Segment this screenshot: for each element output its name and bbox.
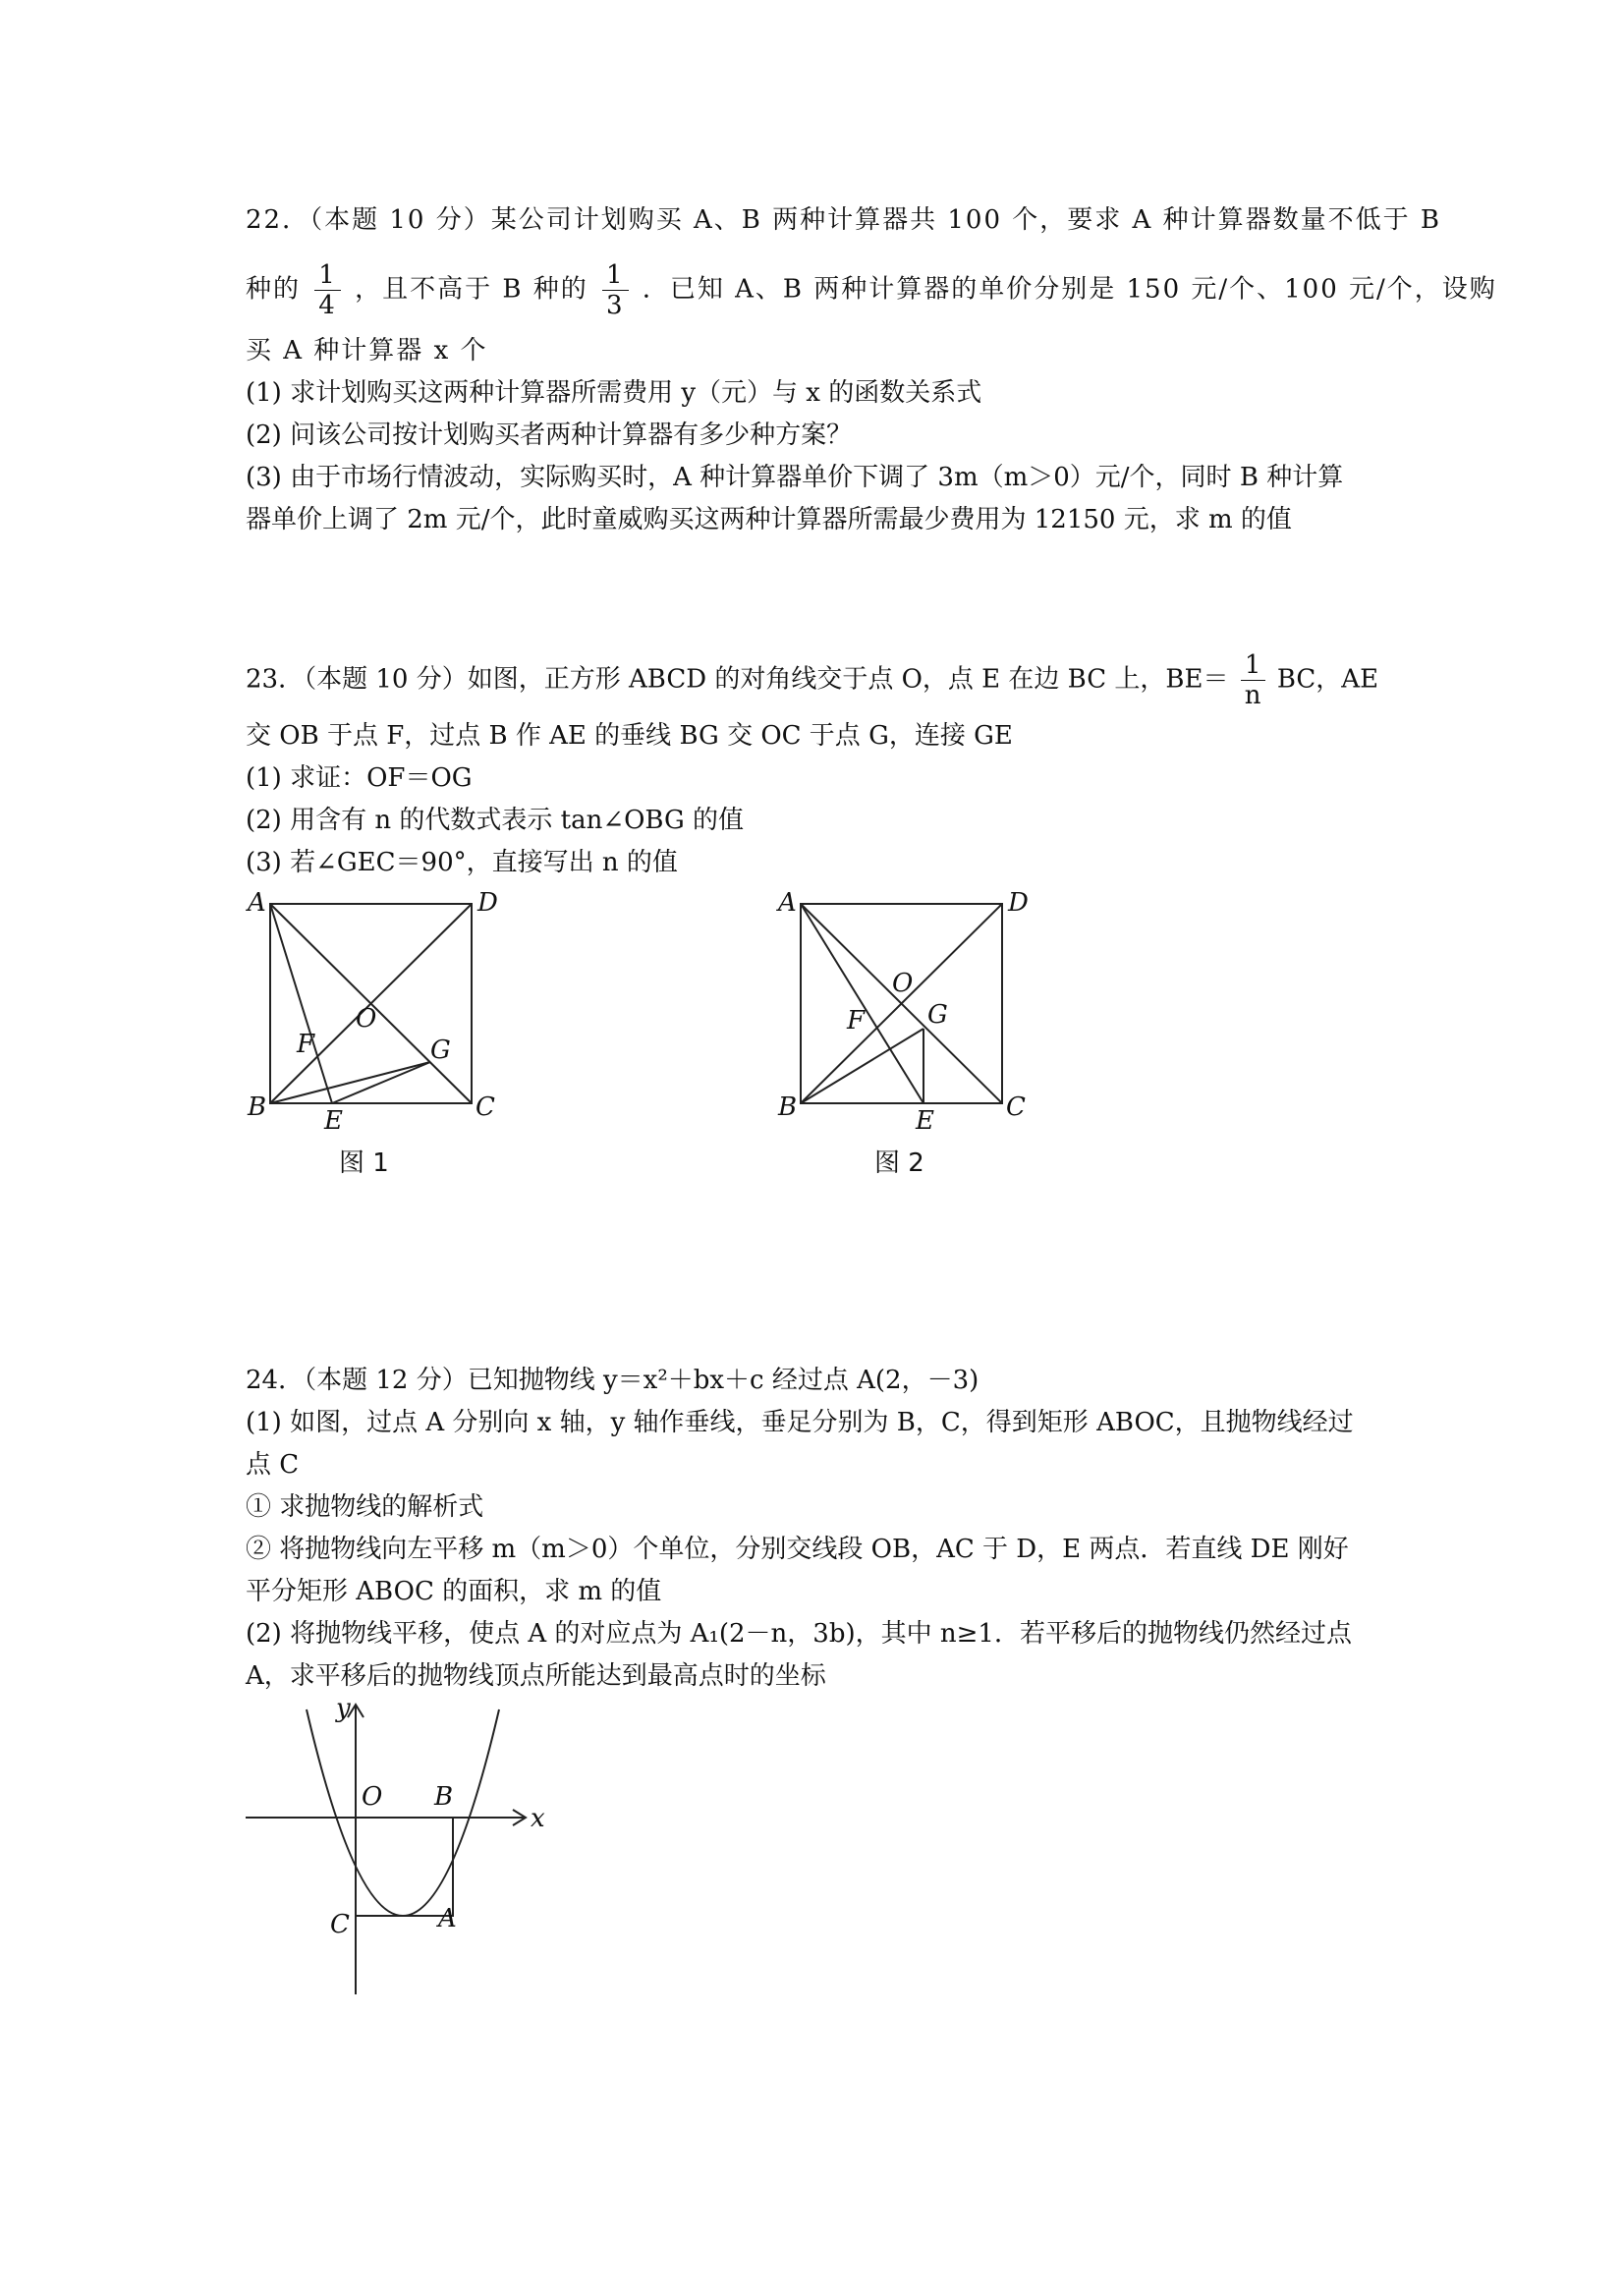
q23-part-2: (2) 用含有 n 的代数式表示 tan∠OBG 的值 xyxy=(246,806,745,835)
q22-part-1: (1) 求计划购买这两种计算器所需费用 y（元）与 x 的函数关系式 xyxy=(246,378,982,408)
q22-line-2 xyxy=(246,260,1497,320)
q23-part-1: (1) 求证：OF＝OG xyxy=(246,763,473,793)
q24-part-2a: (2) 将抛物线平移，使点 A 的对应点为 A₁(2－n，3b)，其中 n≥1．若平移后的抛物线仍然经过点 xyxy=(246,1619,1352,1649)
q24-sub-1: ① 求抛物线的解析式 xyxy=(246,1492,484,1522)
label-origin: O xyxy=(362,1782,383,1812)
q24-sub-2b: 平分矩形 ABOC 的面积，求 m 的值 xyxy=(246,1577,662,1606)
figure-1-square xyxy=(246,889,501,1130)
fraction-one-quarter: $\frac{1}{4}$ xyxy=(314,260,341,320)
segment-ae-2 xyxy=(801,904,923,1103)
q24-part-1b: 点 C xyxy=(246,1450,300,1480)
q22-line-1: 22．（本题 10 分）某公司计划购买 A、B 两种计算器共 100 个，要求 A 种计算器数量不低于 B xyxy=(246,205,1441,235)
segment-bg xyxy=(270,1062,430,1103)
label-point-b: B xyxy=(434,1782,454,1812)
label-point-a: A xyxy=(438,1904,457,1933)
label-F-2: F xyxy=(847,1006,866,1036)
q23-line-1b: BC，AE xyxy=(1276,664,1379,695)
figure-2-caption: 图 2 xyxy=(874,1148,924,1178)
figure-parabola xyxy=(246,1695,550,1999)
q22-part-3a: (3) 由于市场行情波动，实际购买时，A 种计算器单价下调了 3m（m＞0）元/个，同时 B 种计算 xyxy=(246,463,1344,492)
label-D: D xyxy=(477,889,498,918)
label-C: C xyxy=(476,1092,495,1122)
fraction-one-third: $\frac{1}{3}$ xyxy=(602,260,629,320)
label-B: B xyxy=(248,1092,267,1122)
q24-line-1: 24．（本题 12 分）已知抛物线 y＝x²＋bx＋c 经过点 A(2，－3) xyxy=(246,1366,979,1395)
label-A-2: A xyxy=(778,889,797,918)
q22-line-2c: ．已知 A、B 两种计算器的单价分别是 150 元/个、100 元/个，设购 xyxy=(642,274,1497,305)
label-G-2: G xyxy=(927,1000,948,1030)
fraction-one-over-n: $\frac{1}{n}$ xyxy=(1241,650,1265,710)
q23-part-3: (3) 若∠GEC＝90°，直接写出 n 的值 xyxy=(246,848,678,877)
q24-part-2b: A，求平移后的抛物线顶点所能达到最高点时的坐标 xyxy=(246,1661,826,1691)
rectangle-aboc xyxy=(356,1818,453,1916)
q24-part-1a: (1) 如图，过点 A 分别向 x 轴，y 轴作垂线，垂足分别为 B，C，得到矩形 ABOC，且抛物线经过 xyxy=(246,1408,1354,1437)
q22-part-3b: 器单价上调了 2m 元/个，此时童威购买这两种计算器所需最少费用为 12150 元，求 m 的值 xyxy=(246,505,1292,534)
label-E-2: E xyxy=(916,1106,934,1130)
figure-1-caption: 图 1 xyxy=(339,1148,389,1178)
q23-line-2: 交 OB 于点 F，过点 B 作 AE 的垂线 BG 交 OC 于点 G，连接 GE xyxy=(246,721,1013,751)
label-x: x xyxy=(531,1804,545,1833)
label-point-c: C xyxy=(330,1910,350,1939)
parabola-curve xyxy=(307,1709,499,1916)
label-A: A xyxy=(248,889,266,918)
figure-2-square xyxy=(776,889,1032,1130)
label-O-2: O xyxy=(892,969,914,998)
label-F: F xyxy=(297,1030,315,1059)
label-G: G xyxy=(430,1036,451,1065)
segment-bg-2 xyxy=(801,1029,923,1103)
label-D-2: D xyxy=(1008,889,1029,918)
label-y: y xyxy=(336,1695,351,1723)
q23-line-1a: 23．（本题 10 分）如图，正方形 ABCD 的对角线交于点 O，点 E 在边 BC 上，BE＝ xyxy=(246,664,1229,695)
q23-line-1 xyxy=(246,650,1378,710)
label-E: E xyxy=(324,1106,343,1130)
q22-part-2: (2) 问该公司按计划购买者两种计算器有多少种方案？ xyxy=(246,420,853,450)
q24-sub-2a: ② 将抛物线向左平移 m（m＞0）个单位，分别交线段 OB，AC 于 D，E 两点．若直线 DE 刚好 xyxy=(246,1535,1349,1564)
label-O: O xyxy=(356,1004,377,1034)
q22-line-2b: ，且不高于 B 种的 xyxy=(355,274,588,305)
q22-line-3: 买 A 种计算器 x 个 xyxy=(246,336,488,365)
q22-line-2a: 种的 xyxy=(246,274,302,305)
label-B-2: B xyxy=(778,1092,798,1122)
label-C-2: C xyxy=(1006,1092,1026,1122)
